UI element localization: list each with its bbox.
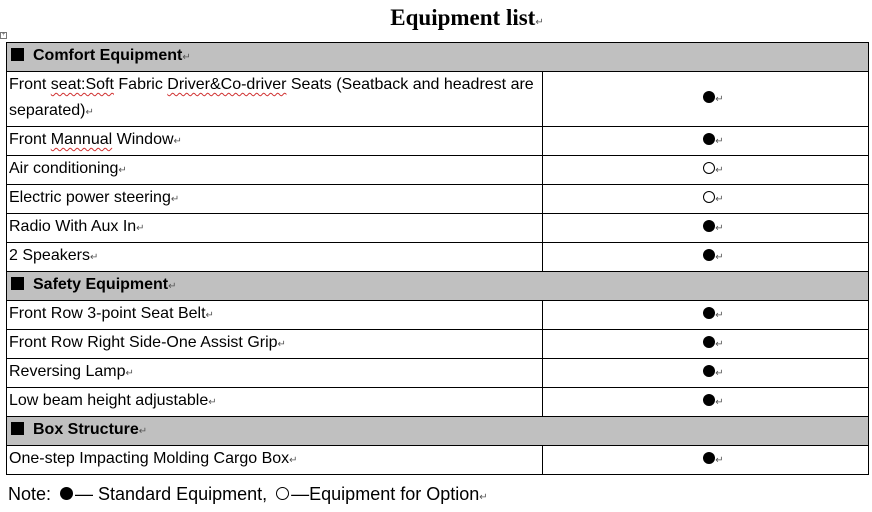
equipment-name-cell <box>7 156 543 185</box>
note-prefix: Note: <box>8 484 57 504</box>
square-bullet-icon <box>11 277 24 290</box>
paragraph-mark: ↵ <box>125 368 134 379</box>
equipment-name-text: Low beam height adjustable <box>9 392 209 409</box>
equipment-name-text: Driver&Co-driver <box>167 76 287 93</box>
availability-symbol <box>703 243 723 271</box>
equipment-name-cell <box>7 214 543 243</box>
hollow-circle-icon <box>703 191 715 203</box>
paragraph-mark: ↵ <box>715 397 724 408</box>
paragraph-mark: ↵ <box>715 252 724 263</box>
equipment-name-text: Fabric <box>113 76 168 93</box>
paragraph-mark: ↵ <box>89 252 99 263</box>
section-header-cell <box>7 43 869 72</box>
equipment-name-cell <box>7 301 543 330</box>
equipment-table <box>6 42 869 475</box>
equipment-name-text: Front <box>9 131 51 148</box>
availability-cell <box>543 243 869 272</box>
availability-cell <box>543 156 869 185</box>
filled-circle-icon <box>703 336 715 348</box>
availability-cell <box>543 359 869 388</box>
paragraph-mark: ↵ <box>715 194 724 205</box>
equipment-name-text: 2 Speakers <box>9 247 90 264</box>
paragraph-mark: ↵ <box>715 136 724 147</box>
equipment-name-text: Reversing Lamp <box>9 363 126 380</box>
paragraph-mark: ↵ <box>138 426 148 437</box>
table-row <box>7 446 869 475</box>
availability-cell <box>543 301 869 330</box>
section-header-row <box>7 417 869 446</box>
section-header-row <box>7 272 869 301</box>
availability-symbol <box>703 185 723 213</box>
equipment-name-text: Front Row Right Side-One Assist Grip <box>9 334 278 351</box>
paragraph-mark: ↵ <box>289 455 298 466</box>
availability-cell <box>543 388 869 417</box>
availability-symbol <box>703 127 723 155</box>
availability-symbol <box>703 301 723 329</box>
table-row <box>7 301 869 330</box>
equipment-name-text: Front Row 3-point Seat Belt <box>9 305 206 322</box>
filled-circle-icon <box>703 133 715 145</box>
paragraph-mark: ↵ <box>479 492 488 503</box>
title-text: Equipment list <box>390 5 536 30</box>
paragraph-mark: ↵ <box>715 455 724 466</box>
paragraph-mark: ↵ <box>715 368 724 379</box>
legend-note <box>8 482 488 510</box>
paragraph-mark: ↵ <box>85 107 94 118</box>
hollow-circle-icon <box>276 487 289 500</box>
section-heading: Safety Equipment <box>33 276 169 293</box>
availability-symbol <box>703 359 723 387</box>
equipment-name-cell <box>7 359 543 388</box>
equipment-name-text: Front <box>9 76 51 93</box>
table-row <box>7 330 869 359</box>
equipment-name-cell <box>7 185 543 214</box>
paragraph-mark: ↵ <box>170 194 180 205</box>
table-row <box>7 214 869 243</box>
table-row <box>7 156 869 185</box>
table-row <box>7 127 869 156</box>
availability-symbol <box>703 446 723 474</box>
table-row <box>7 388 869 417</box>
paragraph-mark: ↵ <box>715 94 724 105</box>
paragraph-mark: ↵ <box>118 165 127 176</box>
equipment-name-cell <box>7 446 543 475</box>
section-header-cell <box>7 417 869 446</box>
section-heading: Comfort Equipment <box>33 47 183 64</box>
filled-circle-icon <box>703 220 715 232</box>
equipment-name-text: Window <box>112 131 174 148</box>
hollow-circle-icon <box>703 162 715 174</box>
paragraph-mark: ↵ <box>173 136 182 147</box>
paragraph-mark: ↵ <box>208 397 217 408</box>
square-bullet-icon <box>11 48 24 61</box>
availability-symbol <box>703 388 723 416</box>
table-row <box>7 359 869 388</box>
equipment-name-cell <box>7 243 543 272</box>
filled-circle-icon <box>703 307 715 319</box>
equipment-name-text: Seats (Seatback and headrest are separated) <box>9 76 534 119</box>
availability-cell <box>543 214 869 243</box>
filled-circle-icon <box>703 91 715 103</box>
equipment-name-text: One-step Impacting Molding Cargo Box <box>9 450 290 467</box>
equipment-name-text: Electric power steering <box>9 189 171 206</box>
equipment-table-body <box>7 43 869 475</box>
paragraph-mark: ↵ <box>715 223 724 234</box>
section-header-cell <box>7 272 869 301</box>
paragraph-mark: ↵ <box>136 223 145 234</box>
paragraph-mark: ↵ <box>715 339 724 350</box>
paragraph-mark: ↵ <box>715 165 724 176</box>
paragraph-mark: ↵ <box>715 310 724 321</box>
equipment-name-cell <box>7 388 543 417</box>
filled-circle-icon <box>703 365 715 377</box>
availability-symbol <box>703 156 723 184</box>
paragraph-mark: ↵ <box>168 281 177 292</box>
filled-circle-icon <box>703 394 715 406</box>
paragraph-mark: ↵ <box>277 339 286 350</box>
table-row <box>7 243 869 272</box>
note-standard-label: — Standard Equipment, <box>75 484 273 504</box>
equipment-name-cell <box>7 127 543 156</box>
section-heading: Box Structure <box>33 421 139 438</box>
availability-cell <box>543 330 869 359</box>
equipment-name-cell <box>7 330 543 359</box>
paragraph-mark: ↵ <box>182 52 191 63</box>
availability-symbol <box>703 85 723 113</box>
note-option-label: —Equipment for Option <box>291 484 480 504</box>
paragraph-mark: ↵ <box>205 310 214 321</box>
table-row <box>7 72 869 127</box>
availability-cell <box>543 446 869 475</box>
table-row <box>7 185 869 214</box>
availability-cell <box>543 185 869 214</box>
equipment-name-text: Mannual <box>50 131 113 148</box>
square-bullet-icon <box>11 422 24 435</box>
filled-circle-icon <box>703 452 715 464</box>
availability-cell <box>543 127 869 156</box>
section-header-row <box>7 43 869 72</box>
equipment-name-text: Radio With Aux In <box>9 218 137 235</box>
equipment-name-text: seat:Soft <box>50 76 114 93</box>
equipment-name-cell <box>7 72 543 127</box>
table-move-handle-icon[interactable]: + <box>1 32 6 38</box>
availability-symbol <box>703 214 723 242</box>
equipment-name-text: Air conditioning <box>9 160 119 177</box>
availability-symbol <box>703 330 723 358</box>
document-title <box>0 3 872 33</box>
filled-circle-icon <box>703 249 715 261</box>
availability-cell <box>543 72 869 127</box>
filled-circle-icon <box>60 487 73 500</box>
paragraph-mark: ↵ <box>535 17 544 28</box>
